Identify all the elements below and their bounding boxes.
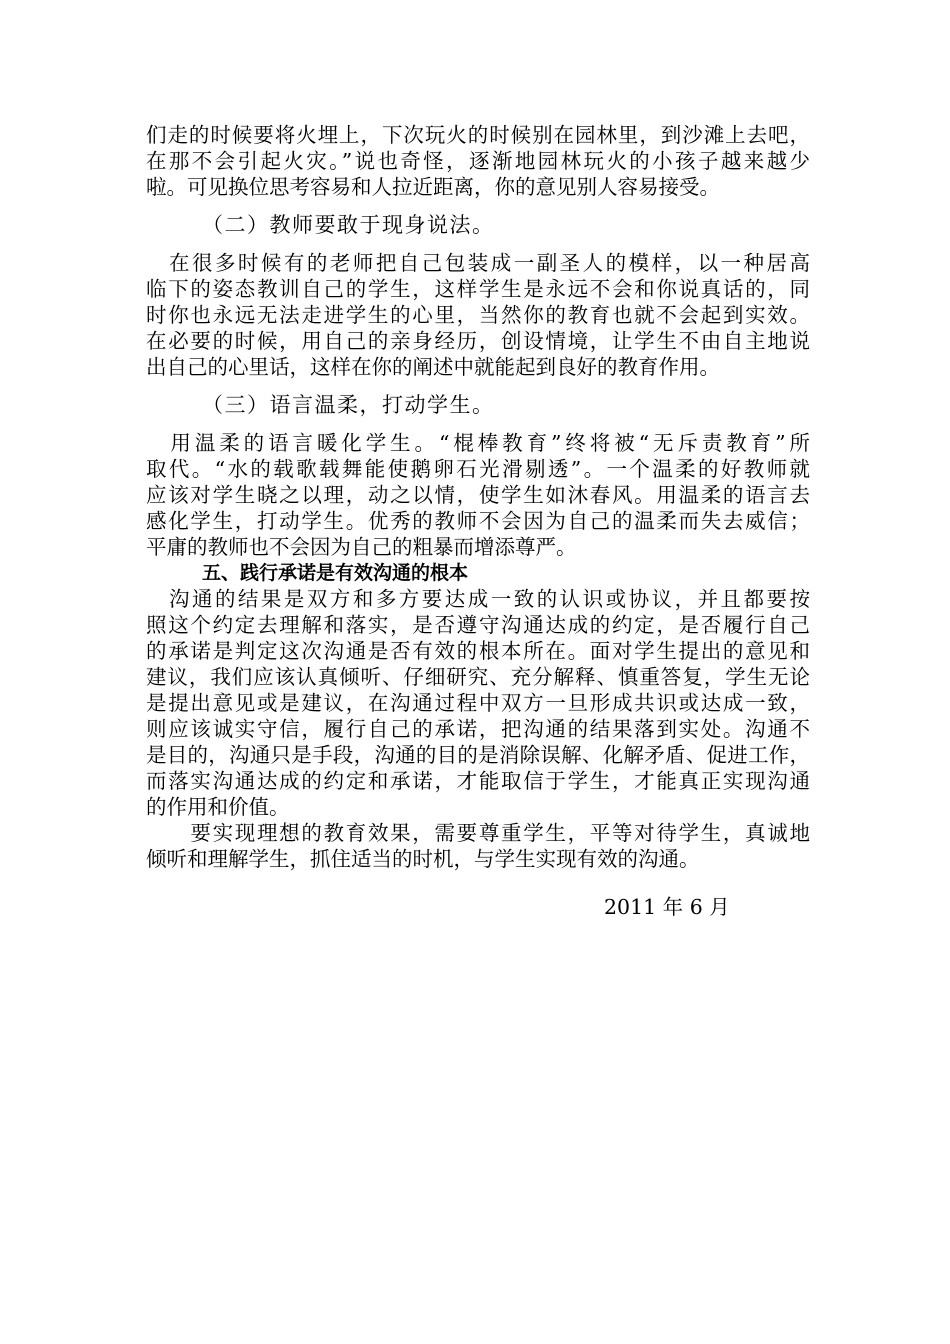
text-line: 感化学生，打动学生。优秀的教师不会因为自己的温柔而失去威信； (146, 509, 810, 533)
text-line: 在很多时候有的老师把自己包装成一副圣人的模样，以一种居高 (146, 251, 810, 275)
text-line: 平庸的教师也不会因为自己的粗暴而增添尊严。 (146, 535, 577, 559)
text-line: 用温柔的语言暖化学生。“棍棒教育”终将被“无斥责教育”所 (146, 431, 810, 455)
text-line: 的承诺是判定这次沟通是否有效的根本所在。面对学生提出的意见和 (146, 639, 810, 663)
text-line: 是提出意见或是建议，在沟通过程中双方一旦形成共识或达成一致， (146, 691, 810, 715)
text-line: 们走的时候要将火埋上，下次玩火的时候别在园林里，到沙滩上去吧， (146, 123, 810, 147)
paragraph-5 (146, 586, 810, 820)
text-line: 倾听和理解学生，抓住适当的时机，与学生实现有效的沟通。 (146, 847, 700, 871)
text-line: 在必要的时候，用自己的亲身经历，创设情境，让学生不由自主地说 (146, 329, 810, 353)
subheading-3: （三）语言温柔，打动学生。 (202, 393, 495, 417)
paragraph-conclusion (146, 820, 810, 872)
text-line: 而落实沟通达成的约定和承诺，才能取信于学生，才能真正实现沟通 (146, 769, 810, 793)
text-line: 建议，我们应该认真倾听、仔细研究、充分解释、慎重答复，学生无论 (146, 665, 810, 689)
text-line: 在那不会引起火灾。”说也奇怪，逐渐地园林玩火的小孩子越来越少 (146, 149, 810, 173)
document-date: 2011 年 6 月 (604, 895, 730, 919)
text-line: 应该对学生晓之以理，动之以情，使学生如沐春风。用温柔的语言去 (146, 483, 810, 507)
text-line: 啦。可见换位思考容易和人拉近距离，你的意见别人容易接受。 (146, 175, 720, 199)
document-body (146, 122, 810, 919)
text-line: 则应该诚实守信，履行自己的承诺，把沟通的结果落到实处。沟通不 (146, 717, 810, 741)
paragraph-2 (146, 250, 810, 380)
text-line: 照这个约定去理解和落实，是否遵守沟通达成的约定，是否履行自己 (146, 613, 810, 637)
text-line: 出自己的心里话，这样在你的阐述中就能起到良好的教育作用。 (146, 355, 720, 379)
paragraph-intro (146, 122, 810, 200)
text-line: 取代。“水的载歌载舞能使鹅卵石光滑剔透”。一个温柔的好教师就 (146, 457, 810, 481)
paragraph-3 (146, 430, 810, 560)
section-5-title: 五、践行承诺是有效沟通的根本 (202, 562, 469, 584)
text-line: 时你也永远无法走进学生的心里，当然你的教育也就不会起到实效。 (146, 303, 810, 327)
text-line: 要实现理想的教育效果，需要尊重学生，平等对待学生，真诚地 (146, 821, 810, 845)
text-line: 是目的，沟通只是手段，沟通的目的是消除误解、化解矛盾、促进工作， (146, 743, 810, 767)
subheading-2: （二）教师要敢于现身说法。 (202, 213, 495, 237)
text-line: 临下的姿态教训自己的学生，这样学生是永远不会和你说真话的，同 (146, 277, 810, 301)
text-line: 沟通的结果是双方和多方要达成一致的认识或协议，并且都要按 (146, 587, 810, 611)
text-line: 的作用和价值。 (146, 795, 290, 819)
